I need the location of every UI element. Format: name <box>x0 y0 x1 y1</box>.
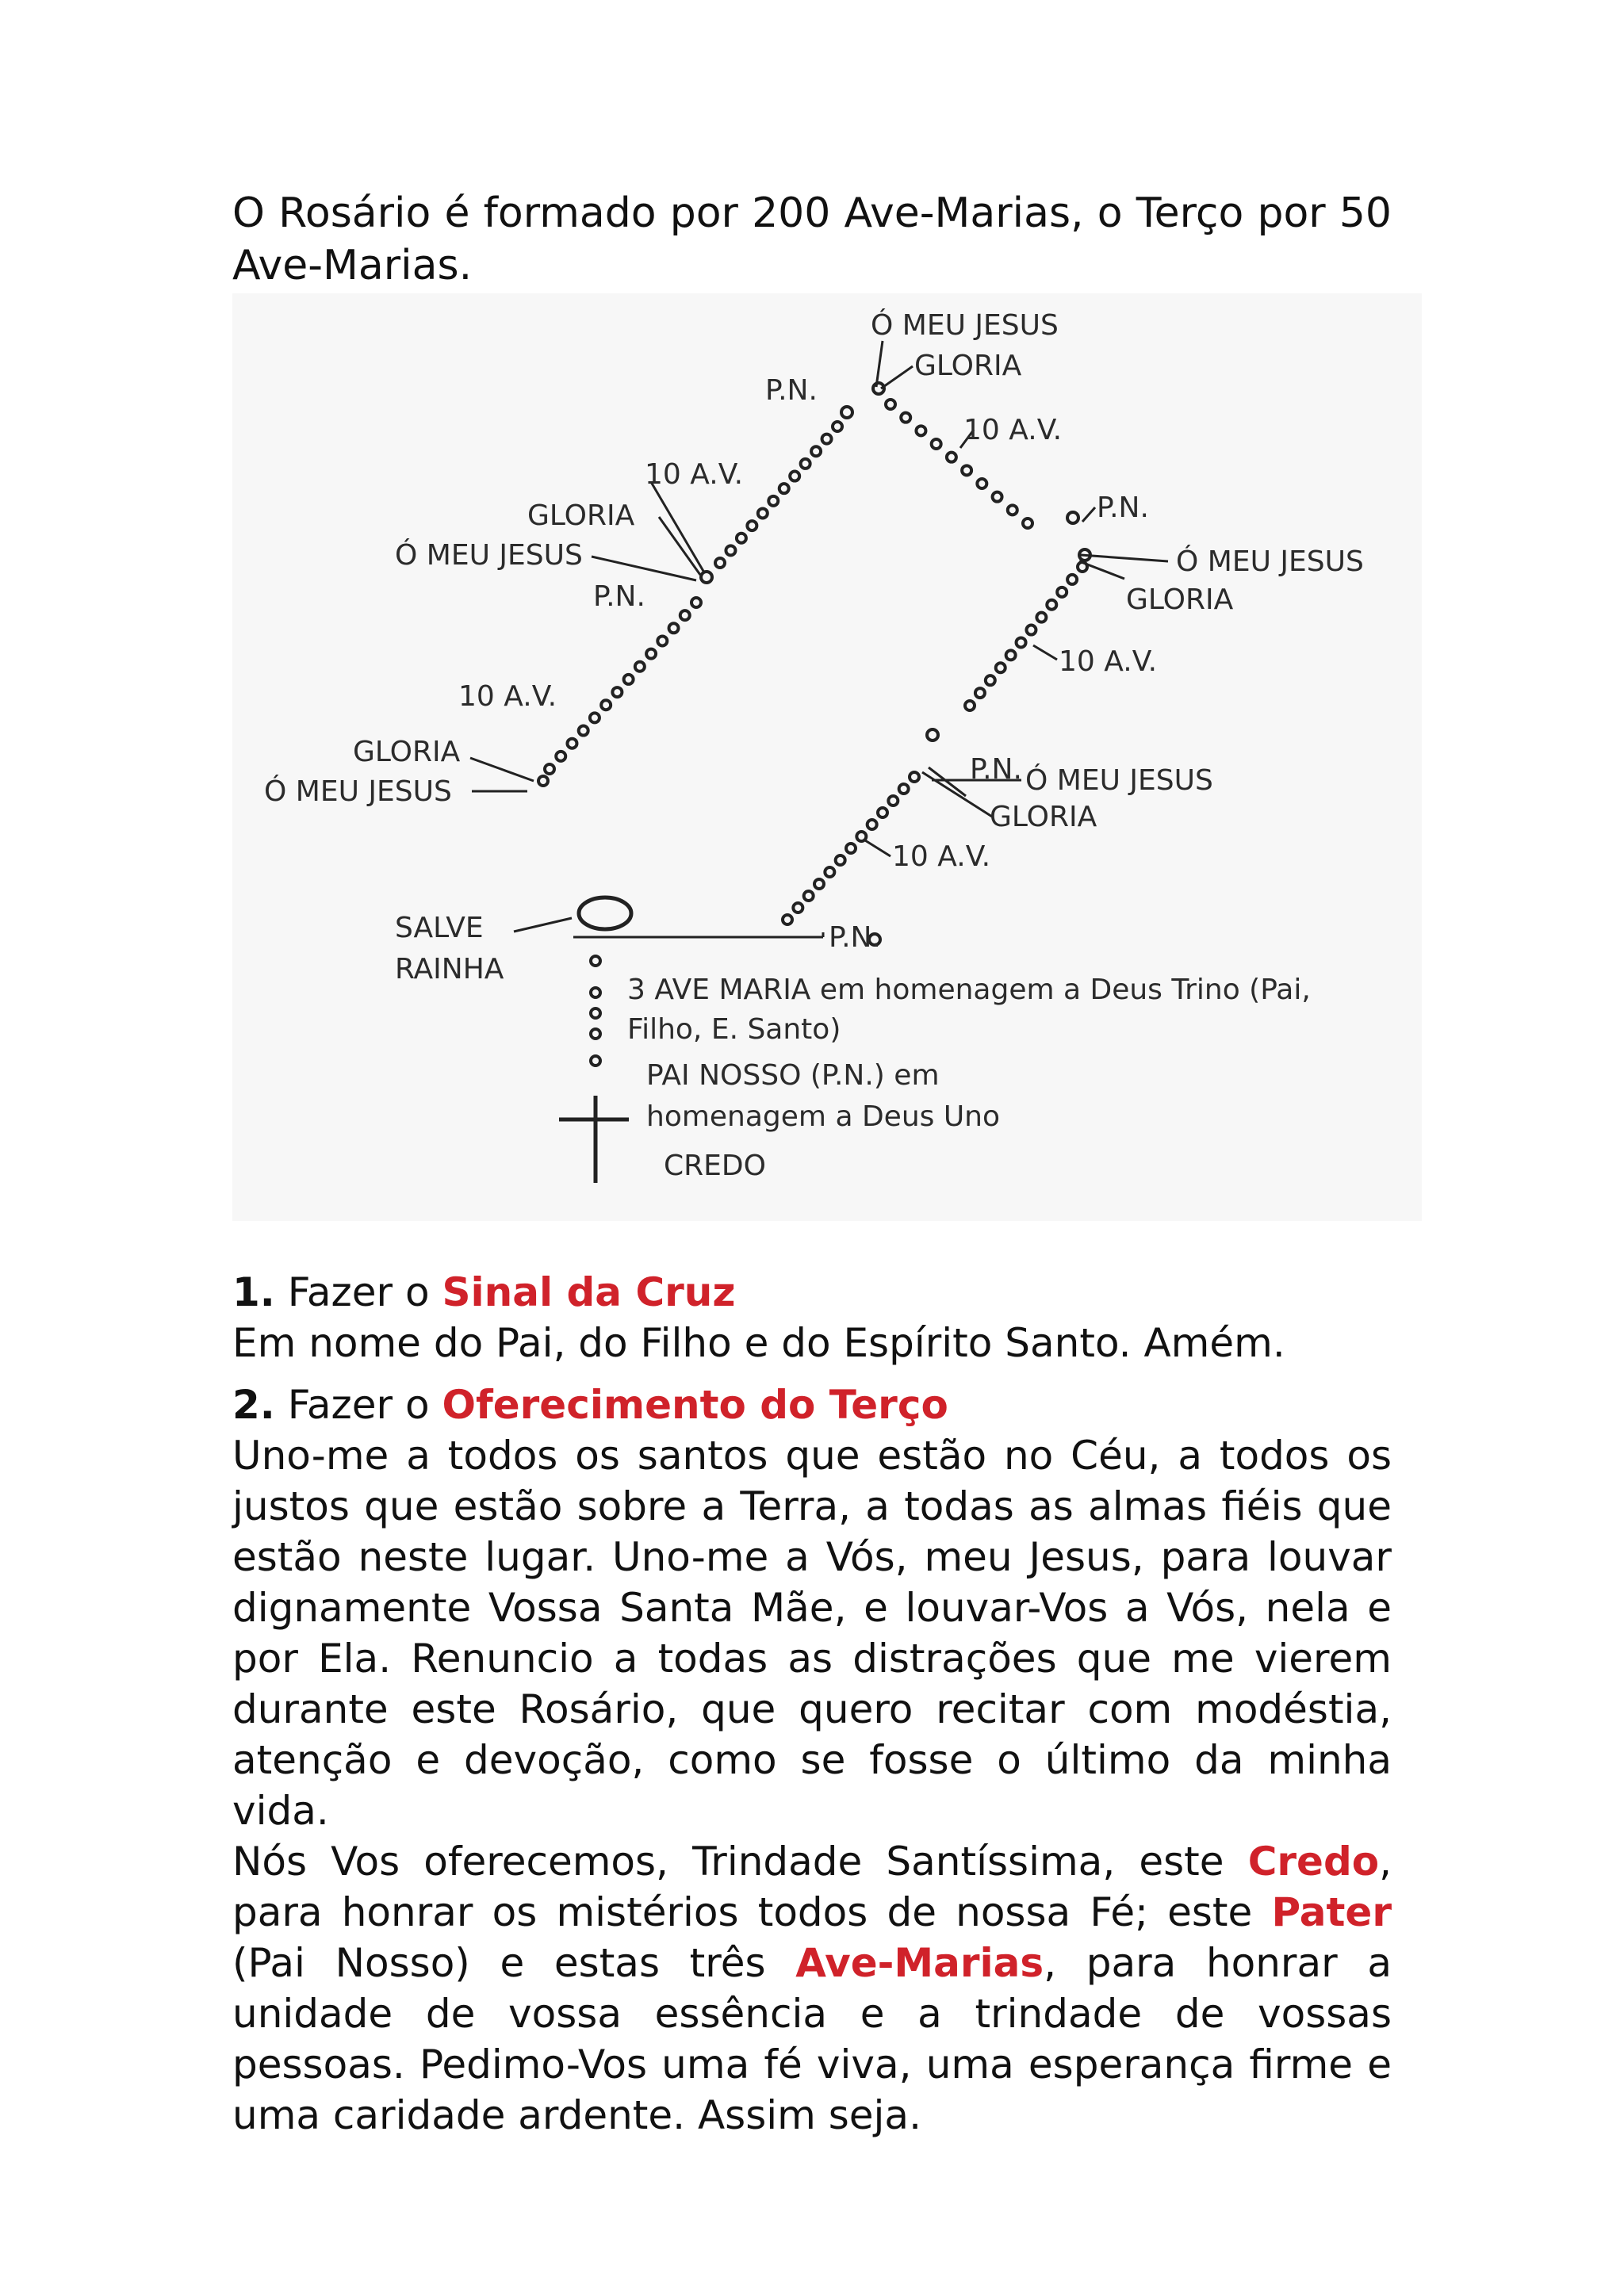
rosary-bead <box>856 832 866 841</box>
rosary-bead <box>841 407 852 418</box>
label-gloria-left-lower: GLORIA <box>353 736 461 768</box>
step2-paragraph1: Uno-me a todos os santos que estão no Céu, a todos os justos que estão sobre a Terra, a todas as almas fiéis que estão neste lugar. Uno-me a Vós, meu Jesus, para louvar dignamente Vossa Santa Mãe, e louvar-Vos a Vós, nela e por Ela. Renuncio a todas as distrações que me vierem durante este Rosário, que quero recitar com modéstia, atenção e devoção, como se fosse o último da minha vida. <box>232 1433 1392 1834</box>
word-ave-marias: Ave-Marias <box>795 1940 1044 1986</box>
rosary-bead <box>635 662 645 672</box>
step1-title: Sinal da Cruz <box>442 1269 736 1315</box>
rosary-bead <box>910 772 919 782</box>
rosary-bead <box>680 610 690 620</box>
label-credo: CREDO <box>664 1150 766 1182</box>
rosary-bead <box>868 820 877 829</box>
step1-number: 1. <box>232 1269 275 1315</box>
leader-lines <box>470 341 1168 937</box>
step2-number: 2. <box>232 1382 275 1428</box>
step2-prefix: Fazer o <box>287 1382 430 1428</box>
rosary-bead <box>768 496 778 506</box>
rosary-bead <box>814 879 824 889</box>
label-o-meu-jesus-right2: Ó MEU JESUS <box>1025 764 1213 797</box>
label-pn-left-upper: P.N. <box>593 580 645 613</box>
rosary-bead <box>811 446 821 456</box>
label-pn-right2: P.N. <box>970 753 1022 786</box>
rosary-bead <box>822 434 832 444</box>
rosary-bead <box>624 675 634 684</box>
label-pn-top: P.N. <box>765 374 818 407</box>
rosary-bead <box>962 465 971 475</box>
rosary-bead <box>1008 505 1017 515</box>
label-gloria-left-upper: GLORIA <box>527 499 635 532</box>
para2-part-b: , para honrar os mistérios todos de nossa Fé; este <box>232 1839 1392 1935</box>
word-credo: Credo <box>1247 1839 1380 1885</box>
label-three-ave-line2: Filho, E. Santo) <box>627 1013 841 1046</box>
rosary-bead <box>916 426 925 435</box>
rosary-bead <box>669 623 679 633</box>
rosary-bead <box>556 752 565 761</box>
label-10av-top-right: 10 A.V. <box>963 414 1063 446</box>
step1-text: Em nome do Pai, do Filho e do Espírito Santo. Amém. <box>232 1320 1285 1366</box>
rosary-bead <box>646 649 656 659</box>
rosary-bead <box>1023 519 1032 528</box>
rosary-bead <box>612 687 622 697</box>
label-gloria-right1: GLORIA <box>1126 584 1234 616</box>
label-pai-nosso-line2: homenagem a Deus Uno <box>646 1100 1001 1133</box>
rosary-bead <box>878 808 887 817</box>
label-o-meu-jesus-left-lower: Ó MEU JESUS <box>264 775 452 808</box>
rosary-bead <box>567 739 576 748</box>
rosary-diagram <box>232 293 1422 1221</box>
step1-prefix: Fazer o <box>287 1269 430 1315</box>
cross-icon <box>559 1096 629 1183</box>
rosary-bead <box>590 713 599 722</box>
rosary-beads <box>538 383 1090 1066</box>
step1-heading <box>232 1267 1392 1318</box>
rosary-bead <box>691 598 701 607</box>
rosary-bead <box>927 729 938 740</box>
label-o-meu-jesus-right1: Ó MEU JESUS <box>1176 545 1364 578</box>
rosary-bead <box>836 855 845 865</box>
label-pn-right1: P.N. <box>1097 492 1149 524</box>
rosary-svg <box>232 293 1422 1221</box>
rosary-bead <box>591 1008 600 1018</box>
step2-paragraph2 <box>232 1836 1392 2141</box>
rosary-bead <box>1036 613 1046 622</box>
rosary-bead <box>1057 587 1067 597</box>
rosary-bead <box>846 844 856 853</box>
rosary-bead <box>601 700 611 710</box>
rosary-bead <box>545 764 554 774</box>
rosary-bead <box>1047 600 1056 610</box>
rosary-bead <box>579 726 588 736</box>
rosary-bead <box>747 521 756 530</box>
rosary-bead <box>965 701 975 710</box>
label-o-meu-jesus-left-upper: Ó MEU JESUS <box>395 539 583 572</box>
label-10av-left-upper: 10 A.V. <box>645 458 744 491</box>
rosary-bead <box>591 1056 600 1066</box>
rosary-bead <box>726 545 735 555</box>
rosary-bead <box>833 422 842 431</box>
rosary-bead <box>996 663 1005 672</box>
word-pater: Pater <box>1271 1889 1392 1935</box>
label-10av-right2: 10 A.V. <box>892 840 991 873</box>
rosary-bead <box>591 1029 600 1039</box>
label-10av-left-lower: 10 A.V. <box>458 680 557 713</box>
rosary-bead <box>801 459 810 469</box>
para2-part-c: (Pai Nosso) e estas três <box>232 1940 766 1986</box>
rosary-bead <box>899 784 909 794</box>
rosary-bead <box>825 867 834 877</box>
rosary-bead <box>793 903 802 913</box>
rosary-bead <box>783 915 792 924</box>
rosary-bead <box>886 400 895 409</box>
rosary-bead <box>888 796 898 806</box>
rosary-bead <box>1006 650 1016 660</box>
rosary-bead <box>986 675 995 685</box>
label-gloria-top: GLORIA <box>914 350 1022 382</box>
para2-part-d: , para honrar a unidade de vossa essência e a trindade de vossas pessoas. Pedimo-Vos uma fé viva, uma esperança firme e uma caridade ardente. Assim seja. <box>232 1940 1392 2138</box>
para2-part-a: Nós Vos oferecemos, Trindade Santíssima, este <box>232 1839 1224 1885</box>
label-pai-nosso-line1: PAI NOSSO (P.N.) em <box>646 1059 940 1092</box>
rosary-bead <box>657 636 667 645</box>
rosary-bead <box>1067 575 1077 584</box>
rosary-bead <box>975 688 985 698</box>
rosary-bead <box>758 508 768 518</box>
rosary-bead <box>737 534 746 543</box>
rosary-bead <box>932 439 941 449</box>
rosary-bead <box>947 453 956 462</box>
rosary-bead <box>715 558 725 568</box>
step2-heading <box>232 1380 1392 1430</box>
rosary-bead <box>993 492 1002 502</box>
rosary-bead <box>804 891 814 901</box>
rosary-bead <box>538 776 548 786</box>
rosary-bead <box>591 956 600 966</box>
label-10av-right1: 10 A.V. <box>1059 645 1158 678</box>
rosary-bead <box>790 472 799 481</box>
rosary-bead <box>1026 626 1036 635</box>
rosary-bead <box>1017 637 1026 647</box>
rosary-bead <box>1067 512 1078 523</box>
rosary-bead <box>701 572 712 583</box>
rosary-bead <box>977 479 986 488</box>
salve-rainha-bead <box>579 897 631 929</box>
rosary-bead <box>779 484 789 493</box>
label-gloria-right2: GLORIA <box>990 801 1097 833</box>
label-rainha: RAINHA <box>395 953 504 985</box>
rosary-bead <box>591 988 600 997</box>
label-o-meu-jesus-top: Ó MEU JESUS <box>871 309 1059 342</box>
intro-paragraph: O Rosário é formado por 200 Ave-Marias, o Terço por 50 Ave-Marias. <box>232 189 1392 289</box>
label-pn-bottom: P.N. <box>829 921 881 954</box>
label-three-ave-line1: 3 AVE MARIA em homenagem a Deus Trino (Pai, <box>627 974 1311 1006</box>
label-salve: SALVE <box>395 912 484 944</box>
step2-title: Oferecimento do Terço <box>442 1382 948 1428</box>
prayer-text <box>232 1267 1392 2141</box>
rosary-bead <box>901 413 910 423</box>
